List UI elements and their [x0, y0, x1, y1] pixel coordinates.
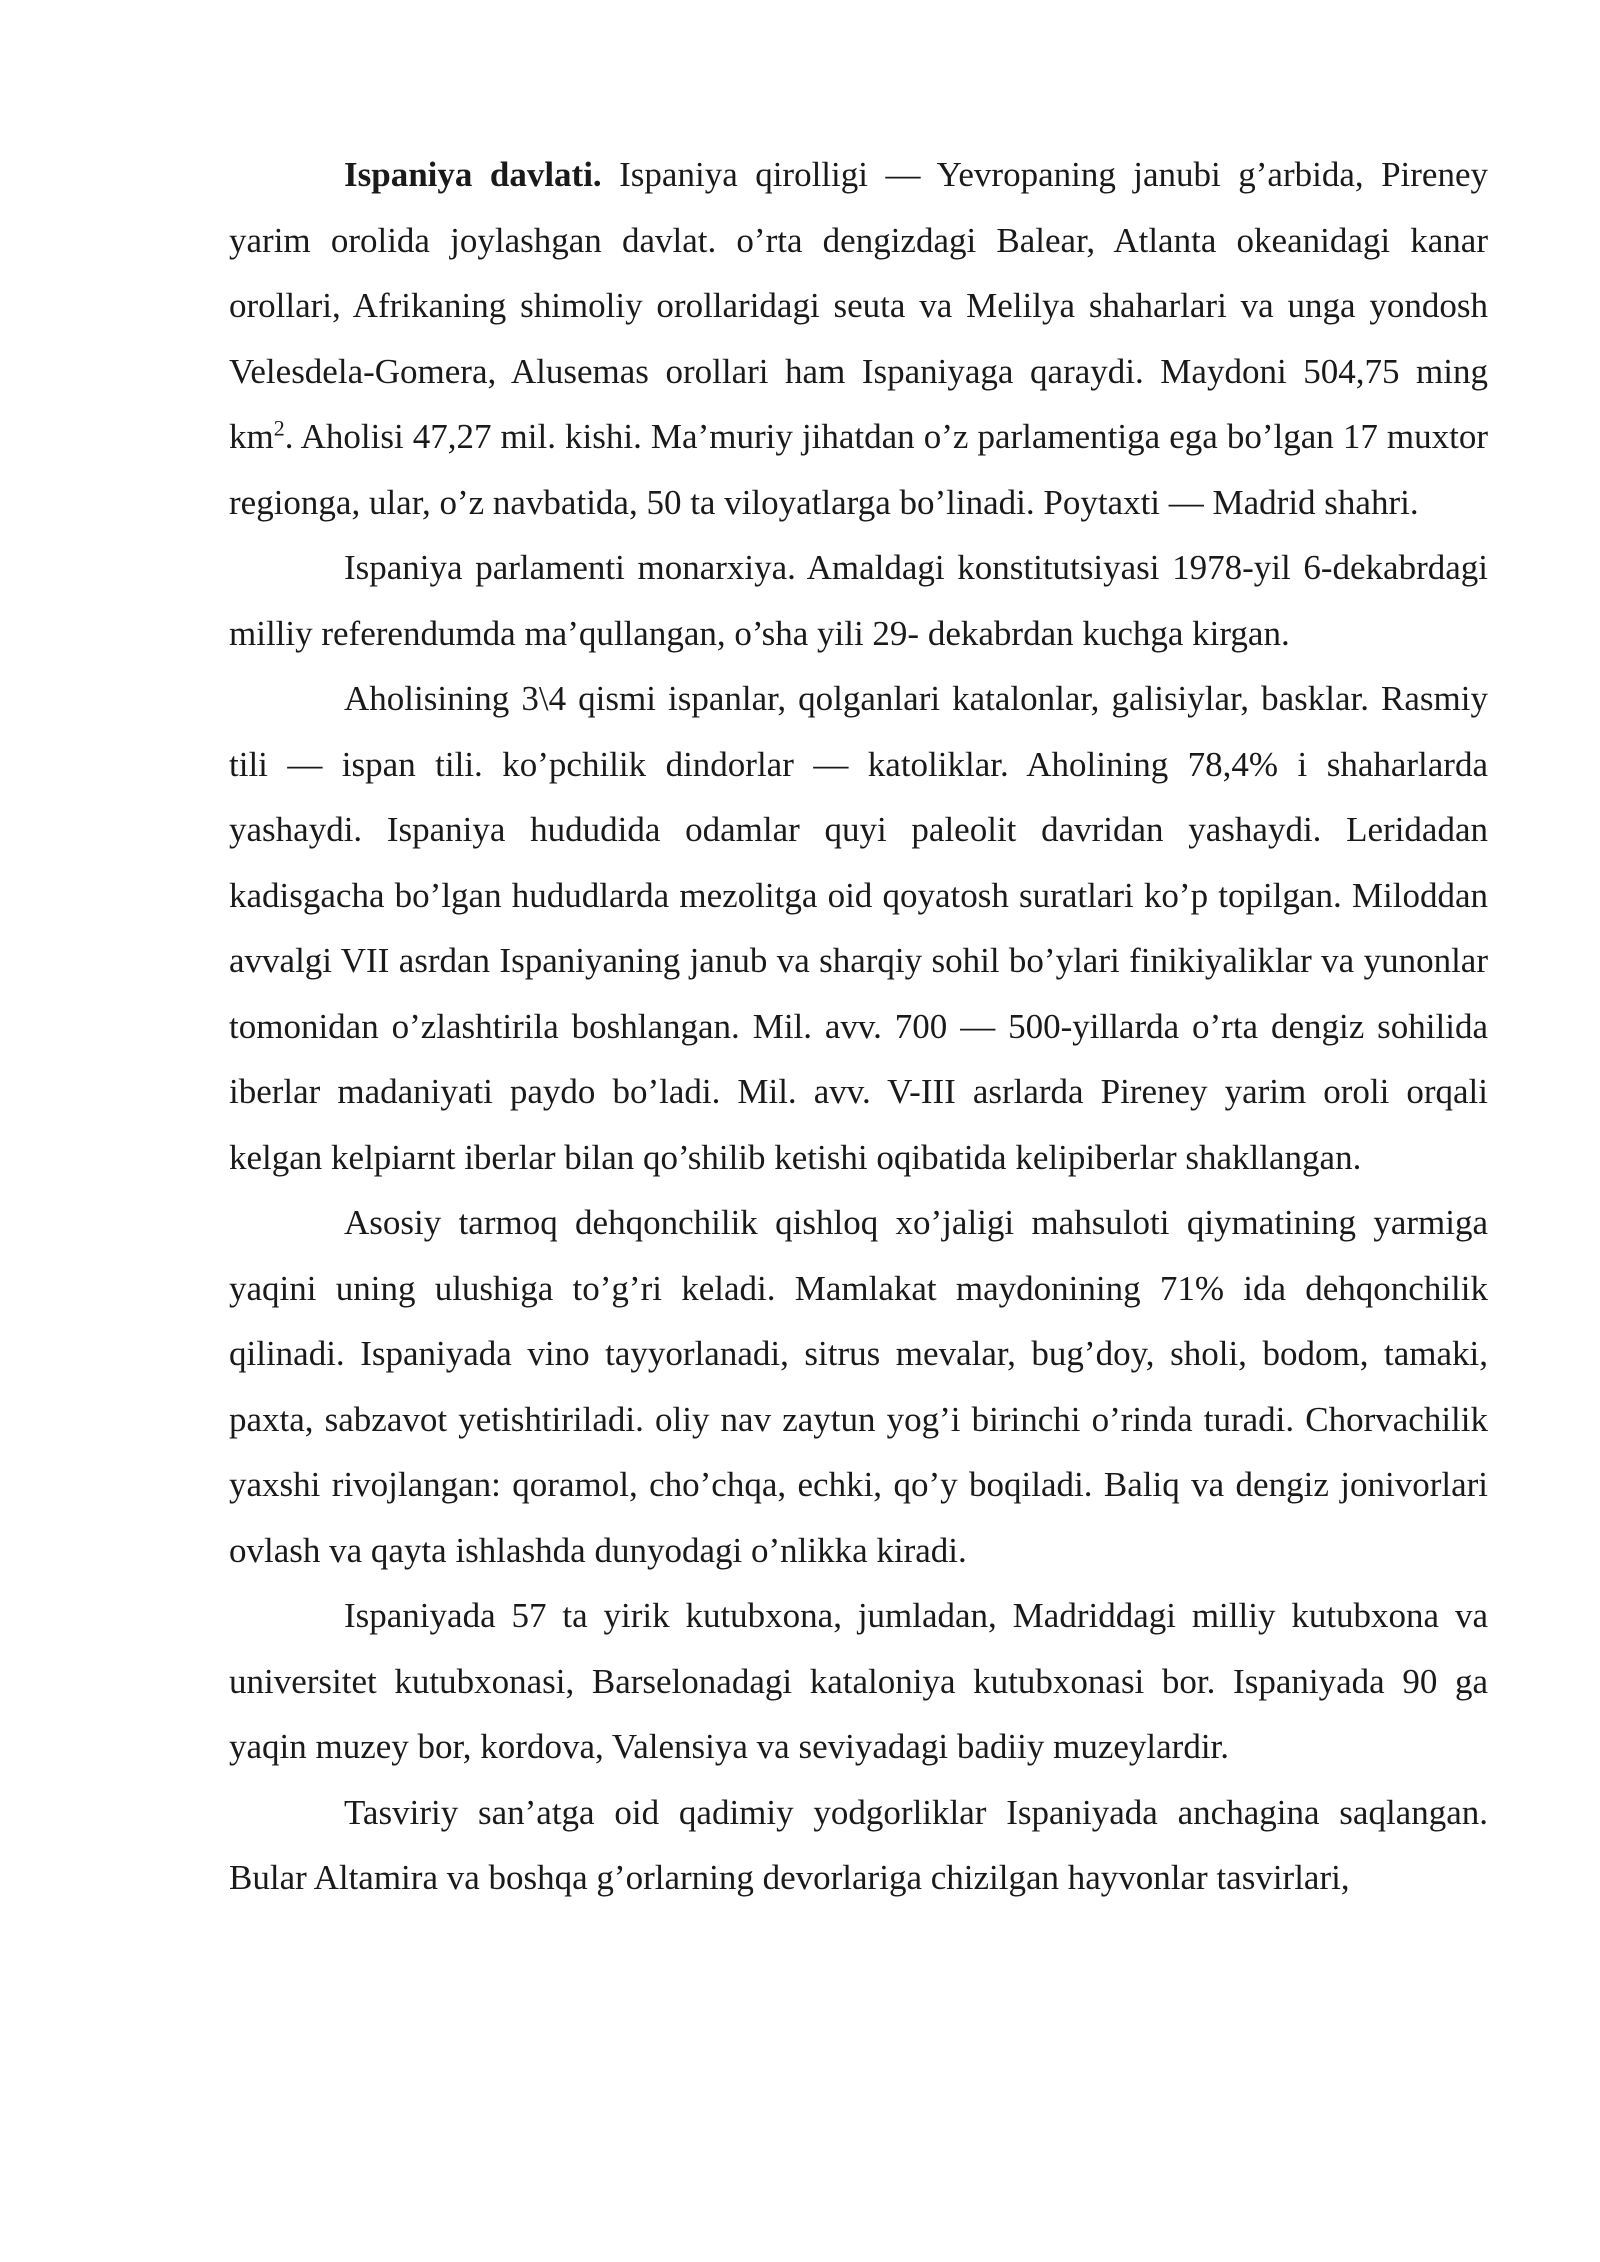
document-body	[229, 142, 1488, 1911]
superscript: 2	[273, 415, 285, 441]
paragraph-intro	[229, 142, 1488, 535]
paragraph-population: Aholisining 3\4 qismi ispanlar, qolganlari katalonlar, galisiylar, basklar. Rasmiy tili — ispan tili. ko’pchilik dindorlar — katoliklar. Aholining 78,4% i shaharlarda yashaydi. Ispaniya hududida odamlar quyi paleolit davridan yashaydi. Leridadan kadisgacha bo’lgan hududlarda mezolitga oid qoyatosh suratlari ko’p topilgan. Miloddan avvalgi VII asrdan Ispaniyaning janub va sharqiy sohil bo’ylari finikiyaliklar va yunonlar tomonidan o’zlashtirila boshlangan. Mil. avv. 700 — 500-yillarda o’rta dengiz sohilida iberlar madaniyati paydo bo’ladi. Mil. avv. V-III asrlarda Pireney yarim oroli orqali kelgan kelpiarnt iberlar bilan qo’shilib ketishi oqibatida kelipiberlar shakllangan.	[229, 679, 1488, 1177]
paragraph-text: . Aholisi 47,27 mil. kishi. Ma’muriy jihatdan o’z parlamentiga ega bo’lgan 17 muxtor regionga, ular, o’z navbatida, 50 ta viloyatlarga bo’linadi. Poytaxti — Madrid shahri.	[229, 417, 1488, 522]
paragraph-text: Ispaniya qirolligi — Yevropaning janubi g’arbida, Pireney yarim orolida joylashgan davlat. o’rta dengizdagi Balear, Atlanta okeanidagi kanar orollari, Afrikaning shimoliy orollaridagi seuta va Melilya shaharlari va unga yondosh Velesdela-Gomera, Alusemas orollari ham Ispaniyaga qaraydi. Maydoni 504,75 ming km	[229, 155, 1488, 456]
paragraph-parliament: Ispaniya parlamenti monarxiya. Amaldagi konstitutsiyasi 1978-yil 6-dekabrdagi milliy referendumda ma’qullangan, o’sha yili 29- dekabrdan kuchga kirgan.	[229, 548, 1488, 653]
paragraph-art: Tasviriy san’atga oid qadimiy yodgorliklar Ispaniyada anchagina saqlangan. Bular Altamira va boshqa g’orlarning devorlariga chizilgan hayvonlar tasvirlari,	[229, 1792, 1488, 1897]
section-heading: Ispaniya davlati.	[344, 155, 602, 194]
paragraph-agriculture: Asosiy tarmoq dehqonchilik qishloq xo’jaligi mahsuloti qiymatining yarmiga yaqini uning ulushiga to’g’ri keladi. Mamlakat maydonining 71% ida dehqonchilik qilinadi. Ispaniyada vino tayyorlanadi, sitrus mevalar, bug’doy, sholi, bodom, tamaki, paxta, sabzavot yetishtiriladi. oliy nav zaytun yog’i birinchi o’rinda turadi. Chorvachilik yaxshi rivojlangan: qoramol, cho’chqa, echki, qo’y boqiladi. Baliq va dengiz jonivorlari ovlash va qayta ishlashda dunyodagi o’nlikka kiradi.	[229, 1203, 1488, 1570]
paragraph-libraries: Ispaniyada 57 ta yirik kutubxona, jumladan, Madriddagi milliy kutubxona va universitet kutubxonasi, Barselonadagi kataloniya kutubxonasi bor. Ispaniyada 90 ga yaqin muzey bor, kordova, Valensiya va seviyadagi badiiy muzeylardir.	[229, 1596, 1488, 1766]
